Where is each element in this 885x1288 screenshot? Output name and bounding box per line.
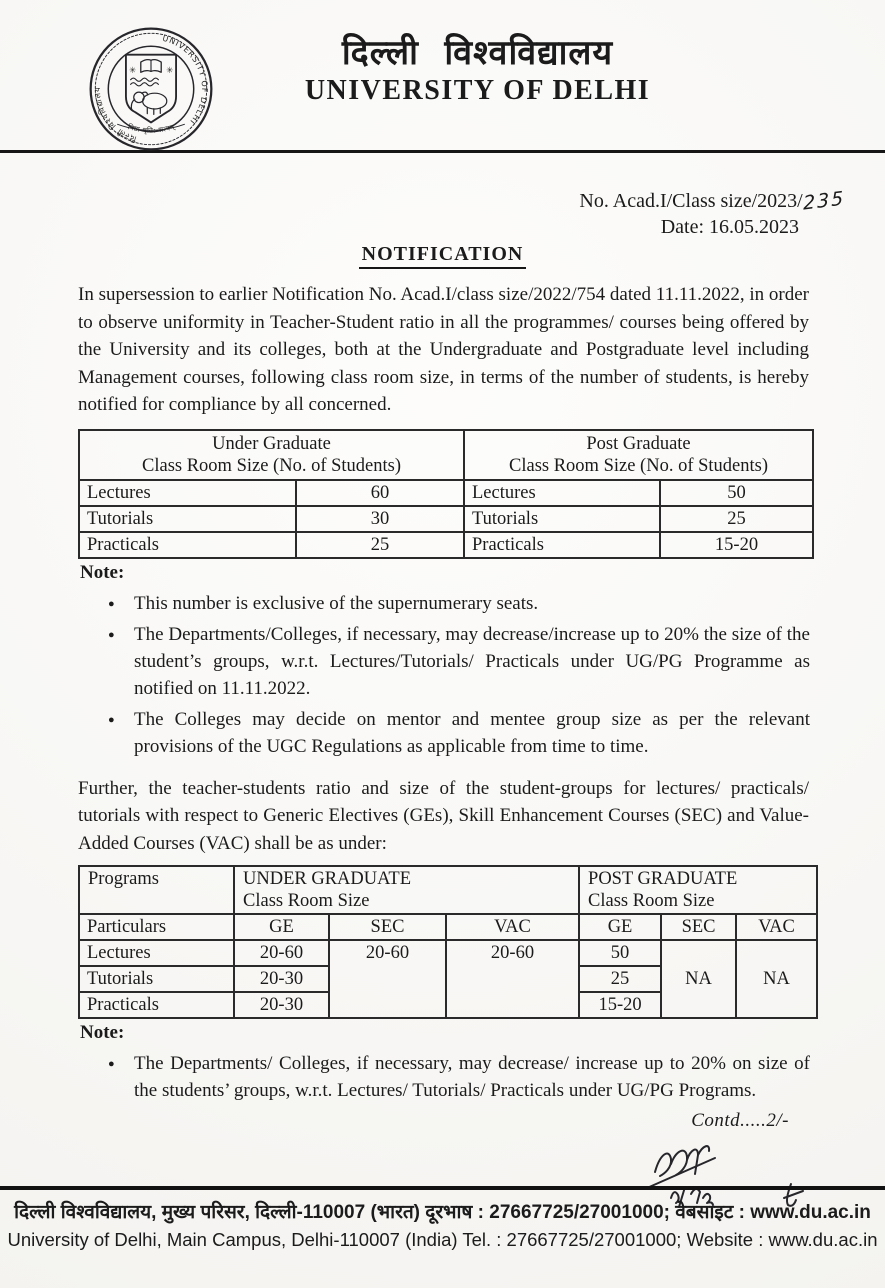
open-book-icon: [141, 60, 161, 73]
pg-group-line1: POST GRADUATE: [588, 869, 738, 889]
note-bullet: ● The Departments/Colleges, if necessary, may decrease/increase up to 20% the size of the student’s groups, w.r.t. Lectures/Tutorials/ Practicals under UG/PG Programme as notified on 11.11.2022.: [134, 621, 810, 702]
pg-sec-merged-value: NA: [661, 940, 736, 1018]
letterhead-titles: [250, 34, 705, 107]
seal-motto: निष्ठा धृति: सत्यम्: [126, 122, 176, 135]
row-label: Lectures: [79, 940, 234, 966]
ug-ge-value: 20-30: [234, 992, 329, 1018]
table-subheader-row: [79, 914, 817, 940]
pg-group-header-cell: [579, 866, 817, 914]
table-row: [79, 506, 813, 532]
ge-sec-vac-table: [78, 865, 818, 1019]
seal-ring-text-english: UNIVERSITY OF DELHI: [161, 33, 210, 127]
footer-address-hindi: दिल्ली विश्वविद्यालय, मुख्य परिसर, दिल्ली-110007 (भारत) दूरभाष : 27667725/27001000; वेबसाइट : www.du.ac.in: [14, 1202, 871, 1223]
elephant-icon: [131, 92, 166, 114]
pg-header-line1: Post Graduate: [586, 433, 691, 454]
footer-address-english: University of Delhi, Main Campus, Delhi-110007 (India) Tel. : 27667725/27001000; Website : www.du.ac.in: [7, 1229, 878, 1250]
pg-header-line2: Class Room Size (No. of Students): [509, 455, 768, 476]
pg-row-label: Tutorials: [464, 506, 660, 532]
ug-header-line2: Class Room Size (No. of Students): [142, 455, 401, 476]
ug-row-value: 60: [296, 480, 464, 506]
ug-header-line1: Under Graduate: [212, 433, 331, 454]
note-bullet-list: [134, 590, 810, 760]
pg-ge-value: 15-20: [579, 992, 661, 1018]
seal-ring-text-hindi: दिल्ली विश्वविद्यालय: [92, 86, 138, 144]
ug-row-label: Tutorials: [79, 506, 296, 532]
ug-row-label: Lectures: [79, 480, 296, 506]
subheader-cell: SEC: [661, 914, 736, 940]
subheader-cell: VAC: [736, 914, 817, 940]
flower-icon: ✳: [166, 66, 174, 76]
university-title-hindi: दिल्ली विश्वविद्यालय: [341, 35, 614, 72]
document-body: [0, 160, 885, 1216]
continuation-marker: Contd.....2/-: [691, 1110, 789, 1131]
reference-number-printed: No. Acad.I/Class size/2023/: [579, 190, 803, 212]
pg-row-label: Lectures: [464, 480, 660, 506]
subheader-cell: VAC: [446, 914, 579, 940]
notification-heading: NOTIFICATION: [359, 243, 527, 269]
pg-header-cell: [464, 430, 813, 480]
reference-date: Date: 16.05.2023: [660, 216, 799, 238]
ug-row-label: Practicals: [79, 532, 296, 558]
ug-group-line2: Class Room Size: [243, 891, 370, 911]
university-title-english: UNIVERSITY OF DELHI: [304, 75, 651, 107]
svg-text:UNIVERSITY OF DELHI: [162, 34, 210, 127]
pg-row-label: Practicals: [464, 532, 660, 558]
waves-decoration: [131, 78, 159, 86]
pg-group-line2: Class Room Size: [588, 891, 715, 911]
subheader-cell: GE: [234, 914, 329, 940]
class-room-size-table: [78, 429, 814, 559]
svg-text:निष्ठा धृति: सत्यम्: [127, 122, 176, 135]
programs-header-cell: Programs: [79, 866, 234, 914]
note-bullet: ● The Colleges may decide on mentor and mentee group size as per the relevant provisions of the UGC Regulations as applicable from time to time.: [134, 706, 810, 760]
ug-vac-merged-value: 20-60: [446, 940, 579, 1018]
ug-row-value: 25: [296, 532, 464, 558]
pg-row-value: 50: [660, 480, 813, 506]
note-label: Note:: [80, 1022, 125, 1043]
ug-sec-merged-value: 20-60: [329, 940, 446, 1018]
table-header-row: [79, 430, 813, 480]
note-bullet: ● The Departments/ Colleges, if necessary, may decrease/ increase up to 20% on size of the students’ groups, w.r.t. Lectures/ Tutorials/ Practicals under UG/PG Programs.: [134, 1050, 810, 1104]
pg-vac-merged-value: NA: [736, 940, 817, 1018]
subheader-cell: GE: [579, 914, 661, 940]
footer: [0, 1186, 885, 1253]
ug-ge-value: 20-30: [234, 966, 329, 992]
flower-icon: ✳: [128, 66, 136, 76]
pg-row-value: 25: [660, 506, 813, 532]
ug-header-cell: [79, 430, 464, 480]
note-bullet: ● This number is exclusive of the supernumerary seats.: [134, 590, 810, 617]
svg-text:दिल्ली विश्वविद्यालय: [93, 86, 138, 144]
particulars-header-cell: Particulars: [79, 914, 234, 940]
further-paragraph: Further, the teacher-students ratio and size of the student-groups for lectures/ practicals/ tutorials with respect to Generic Electives (GEs), Skill Enhancement Courses (SEC) and Value-Added Courses (VAC) shall be as under:: [78, 777, 809, 854]
ug-row-value: 30: [296, 506, 464, 532]
reference-number: [0, 188, 885, 214]
ug-group-header-cell: [234, 866, 579, 914]
table-row: [79, 480, 813, 506]
ug-group-line1: UNDER GRADUATE: [243, 869, 412, 889]
pg-ge-value: 50: [579, 940, 661, 966]
reference-number-handwritten: 235: [802, 187, 846, 215]
row-label: Tutorials: [79, 966, 234, 992]
intro-paragraph: In supersession to earlier Notification No. Acad.I/class size/2022/754 dated 11.11.2022, in order to observe uniformity in Teacher-Student ratio in all the programmes/ courses being offered by the University and its colleges, both at the Undergraduate and Postgraduate level including Management courses, following class room size, in terms of the number of students, is hereby notified for compliance by all concerned.: [78, 284, 809, 415]
letterhead: [0, 0, 885, 153]
note-bullet-list: [134, 1050, 810, 1104]
university-of-delhi-seal-icon: [86, 24, 216, 154]
table-row: [79, 532, 813, 558]
row-label: Practicals: [79, 992, 234, 1018]
pg-row-value: 15-20: [660, 532, 813, 558]
subheader-cell: SEC: [329, 914, 446, 940]
table-row: [79, 940, 817, 966]
table-group-header-row: [79, 866, 817, 914]
ug-ge-value: 20-60: [234, 940, 329, 966]
reference-block: [0, 188, 885, 240]
note-label: Note:: [80, 561, 125, 583]
pg-ge-value: 25: [579, 966, 661, 992]
